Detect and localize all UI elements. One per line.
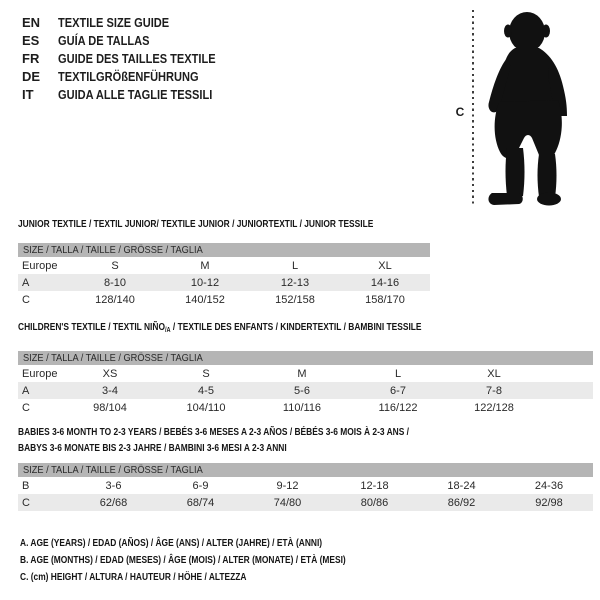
- size-cell: M: [200, 259, 210, 272]
- months-cell: 18-24: [447, 479, 476, 492]
- junior-size-table: [18, 257, 430, 308]
- language-code: DE: [22, 69, 41, 84]
- age-cell: 12-13: [250, 274, 340, 291]
- language-row-fr: [22, 50, 243, 68]
- guide-title-it: GUIDA ALLE TAGLIE TESSILI: [58, 87, 213, 102]
- babies-size-table: [18, 477, 593, 511]
- row-label: C: [18, 494, 70, 511]
- junior-textile-section: [18, 217, 430, 308]
- gender-subscript: /A: [164, 327, 171, 334]
- spacer-cell: [542, 382, 593, 399]
- months-cell: 24-36: [534, 479, 564, 492]
- table-row-age: [18, 274, 430, 291]
- language-code: EN: [22, 15, 41, 30]
- height-cell: 74/80: [244, 494, 331, 511]
- age-cell: 7-8: [446, 382, 542, 399]
- size-cell: M: [297, 367, 307, 380]
- size-cell: L: [394, 367, 402, 380]
- table-row-months: [18, 477, 593, 494]
- babies-table-title: BABIES 3-6 MONTH TO 2-3 YEARS / BEBÉS 3-6 MESES A 2-3 AÑOS / BÉBÉS 3-6 MOIS À 2-3 ANS / BABYS 3-6 MONATE BIS 2-3 JAHRE / BAMBINI 3-6 MESI A 2-3 ANNI: [18, 426, 410, 454]
- table-row-height: [18, 291, 430, 308]
- table-row-europe: [18, 257, 430, 274]
- size-cell: S: [202, 367, 210, 380]
- height-measure-label: C: [455, 105, 465, 119]
- guide-title-fr: GUIDE DES TAILLES TEXTILE: [58, 51, 216, 66]
- childrens-textile-section: [18, 320, 593, 416]
- guide-title-es: GUÍA DE TALLAS: [58, 33, 150, 48]
- height-cell: 68/74: [157, 494, 244, 511]
- row-label: C: [22, 401, 30, 414]
- language-row-it: [22, 86, 243, 104]
- age-cell: 14-16: [340, 274, 430, 291]
- language-code: IT: [22, 87, 34, 102]
- baby-silhouette: [488, 12, 567, 206]
- months-cell: 9-12: [276, 479, 299, 492]
- legend-notes: [18, 535, 427, 586]
- height-cell: 98/104: [93, 401, 127, 414]
- language-code: ES: [22, 33, 40, 48]
- guide-title-de: TEXTILGRÖßENFÜHRUNG: [58, 69, 199, 84]
- height-cell: 140/152: [185, 293, 225, 306]
- age-cell: 6-7: [350, 382, 446, 399]
- age-cell: 10-12: [160, 274, 250, 291]
- table-row-height: [18, 494, 593, 511]
- language-row-es: [22, 32, 243, 50]
- height-cell: 122/128: [474, 401, 514, 414]
- age-cell: 5-6: [254, 382, 350, 399]
- language-row-en: [22, 14, 243, 32]
- row-label: C: [22, 293, 30, 306]
- junior-table-title: JUNIOR TEXTILE / TEXTIL JUNIOR/ TEXTILE JUNIOR / JUNIORTEXTIL / JUNIOR TESSILE: [18, 218, 374, 230]
- size-cell: L: [291, 259, 299, 272]
- size-header-bar: SIZE / TALLA / TAILLE / GRÖSSE / TAGLIA: [18, 351, 593, 365]
- row-label: A: [18, 382, 62, 399]
- size-cell: XL: [487, 367, 501, 380]
- months-cell: 3-6: [105, 479, 122, 492]
- language-title-list: [22, 14, 243, 104]
- size-cell: S: [111, 259, 119, 272]
- height-cell: 128/140: [95, 293, 135, 306]
- size-header-bar: SIZE / TALLA / TAILLE / GRÖSSE / TAGLIA: [18, 463, 593, 477]
- height-cell: 116/122: [378, 401, 418, 414]
- size-header-bar: SIZE / TALLA / TAILLE / GRÖSSE / TAGLIA: [18, 243, 430, 257]
- months-cell: 6-9: [192, 479, 209, 492]
- height-cell: 86/92: [418, 494, 505, 511]
- row-label: A: [18, 274, 70, 291]
- age-cell: 4-5: [158, 382, 254, 399]
- months-cell: 12-18: [360, 479, 389, 492]
- height-cell: 62/68: [70, 494, 157, 511]
- height-cell: 158/170: [365, 293, 405, 306]
- row-label: Europe: [22, 367, 58, 380]
- childrens-size-table: [18, 365, 593, 416]
- height-cell: 110/116: [282, 401, 322, 414]
- baby-silhouette-image: [486, 6, 582, 210]
- guide-title-en: TEXTILE SIZE GUIDE: [58, 15, 170, 30]
- language-row-de: [22, 68, 243, 86]
- size-cell: XS: [102, 367, 118, 380]
- size-cell: XL: [378, 259, 392, 272]
- row-label: Europe: [22, 259, 58, 272]
- spacer-cell: [542, 365, 593, 382]
- note-age-months: B. AGE (MONTHS) / EDAD (MESES) / ÂGE (MOIS) / ALTER (MONATE) / ETÀ (MESI): [20, 554, 346, 566]
- childrens-table-title: CHILDREN'S TEXTILE / TEXTIL $NIÑO_{/A}$ / TEXTILE DES ENFANTS / KINDERTEXTIL / BAMBINI TESSILE: [18, 321, 422, 334]
- height-cell: 80/86: [331, 494, 418, 511]
- note-age-years: A. AGE (YEARS) / EDAD (AÑOS) / ÂGE (ANS) / ALTER (JAHRE) / ETÀ (ANNI): [20, 537, 323, 549]
- age-cell: 3-4: [62, 382, 158, 399]
- height-cell: 92/98: [505, 494, 593, 511]
- language-code: FR: [22, 51, 40, 66]
- table-row-europe: [18, 365, 593, 382]
- note-height-cm: C. (cm) HEIGHT / ALTURA / HAUTEUR / HÖHE / ALTEZZA: [20, 571, 247, 583]
- height-cell: 104/110: [186, 401, 226, 414]
- age-cell: 8-10: [70, 274, 160, 291]
- height-cell: 152/158: [275, 293, 315, 306]
- table-row-height: [18, 399, 593, 416]
- row-label: B: [22, 479, 30, 492]
- babies-textile-section: [18, 424, 593, 511]
- height-dotted-line: [472, 10, 474, 206]
- table-row-age: [18, 382, 593, 399]
- spacer-cell: [542, 399, 593, 416]
